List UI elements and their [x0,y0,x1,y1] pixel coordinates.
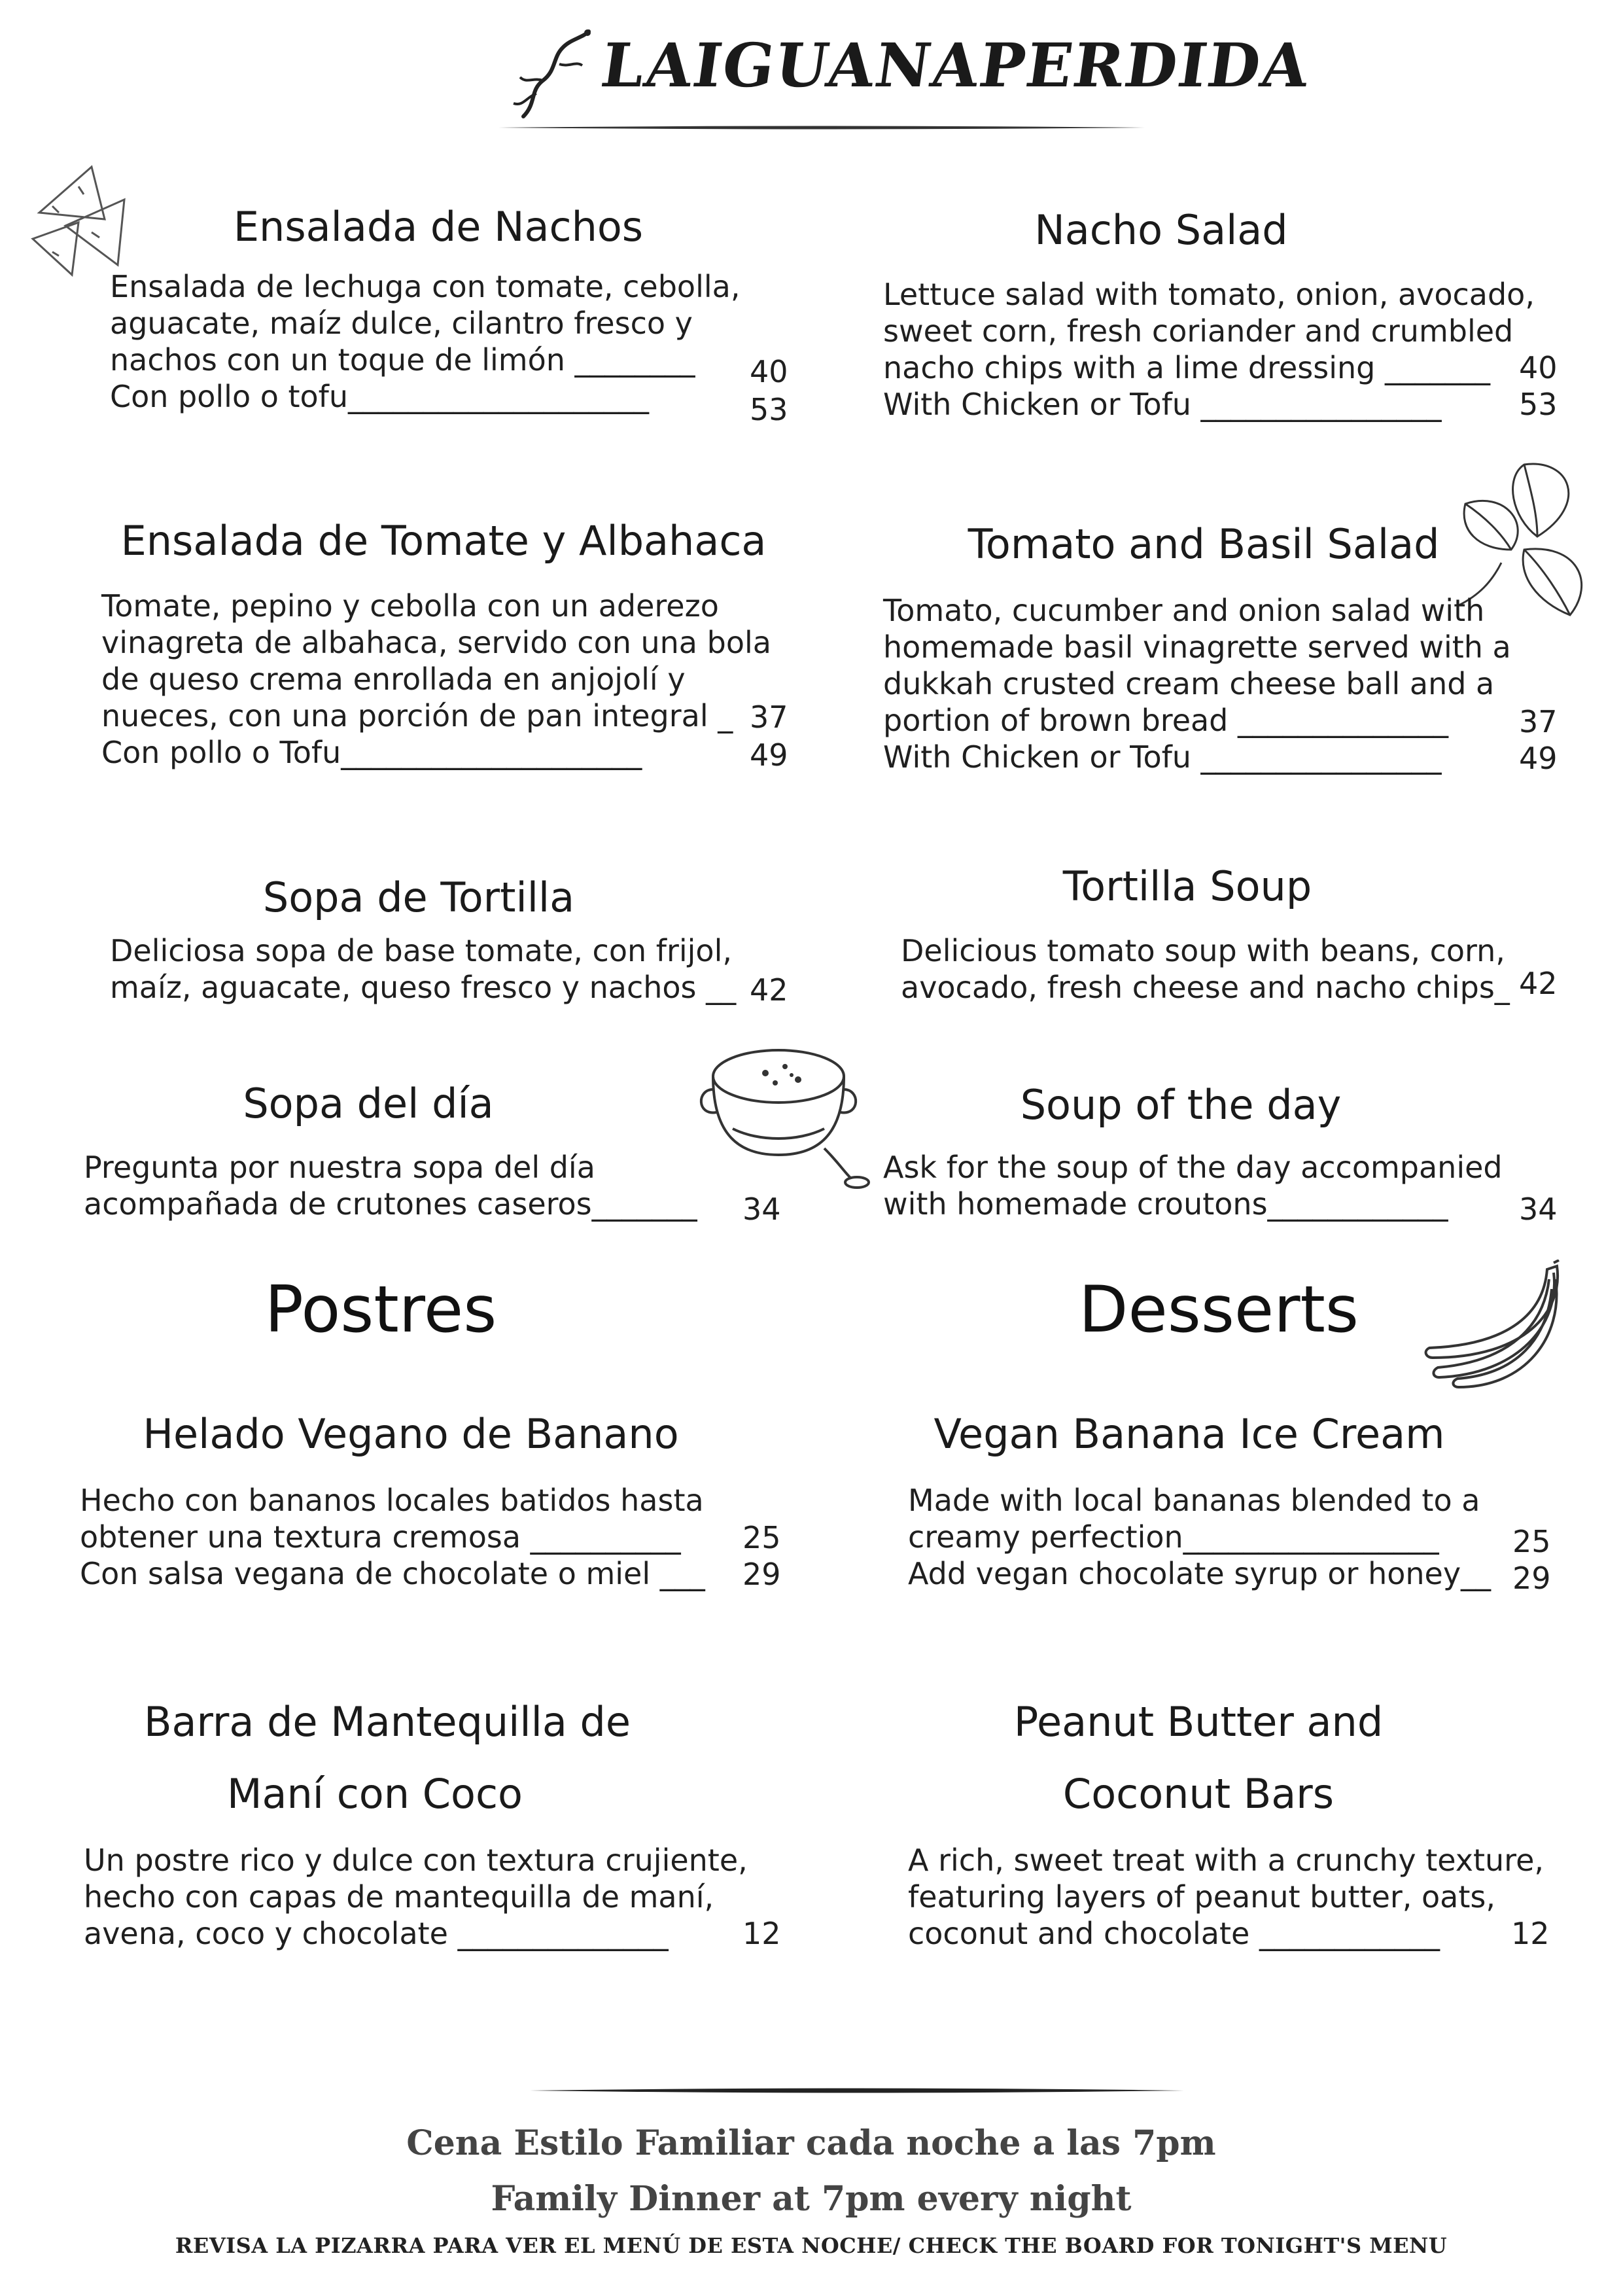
item-price: 29 [1512,1561,1551,1596]
description-line: With Chicken or Tofu ________________ [883,739,1442,775]
description-line: Lettuce salad with tomato, onion, avocado, [883,277,1535,312]
description-line: With Chicken or Tofu ________________ [883,387,1442,422]
description-line: homemade basil vinagrette served with a [883,629,1511,665]
description-line: Hecho con bananos locales batidos hasta [80,1483,704,1518]
item-price: 53 [1519,387,1558,422]
item-title: Sopa de Tortilla [262,874,575,921]
description-line: de queso crema enrollada en anjojolí y [101,662,686,697]
description-line: hecho con capas de mantequilla de maní, [84,1879,714,1915]
item-price: 40 [1519,350,1558,385]
item-title: Tomato and Basil Salad [968,520,1440,568]
bananas-illustration [1406,1260,1577,1390]
item-price: 42 [750,972,788,1008]
description-line: Pregunta por nuestra sopa del día [84,1150,595,1185]
item-title: Peanut Butter and [1013,1698,1384,1746]
item-title: Nacho Salad [1034,206,1288,254]
item-price: 25 [742,1520,781,1555]
description-line: portion of brown bread ______________ [883,703,1449,738]
description-line: dukkah crusted cream cheese ball and a [883,666,1495,701]
description-line: vinagreta de albahaca, servido con una bola [101,625,771,660]
item-description [80,1482,705,1592]
item-description [110,268,740,415]
restaurant-logo [484,25,1315,116]
description-line: avocado, fresh cheese and nacho chips_ [901,970,1510,1005]
description-line: featuring layers of peanut butter, oats, [908,1879,1495,1915]
section-title-desserts: Desserts [1079,1273,1359,1347]
item-title: Ensalada de Tomate y Albahaca [120,517,767,565]
item-description [883,276,1535,423]
item-description [883,592,1511,775]
description-line: A rich, sweet treat with a crunchy texture, [908,1843,1544,1878]
description-line: coconut and chocolate ____________ [908,1916,1440,1951]
item-price: 53 [750,392,788,427]
item-title: Tortilla Soup [1062,862,1312,910]
item-title: Helado Vegano de Banano [143,1410,679,1458]
family-dinner-es: Cena Estilo Familiar cada noche a las 7pm [406,2123,1216,2163]
description-line: Ask for the soup of the day accompanied [883,1150,1503,1185]
description-line: nueces, con una porción de pan integral _ [101,698,733,733]
item-price: 42 [1519,966,1558,1001]
description-line: Con salsa vegana de chocolate o miel ___ [80,1556,705,1591]
item-price: 40 [750,354,788,389]
restaurant-name: LAIGUANAPERDIDA [597,30,1315,101]
item-price: 49 [750,737,788,773]
description-line: with homemade croutons____________ [883,1186,1448,1222]
item-title: Barra de Mantequilla de [143,1698,631,1746]
top-divider [497,124,1145,131]
description-line: Tomato, cucumber and onion salad with [883,593,1485,628]
description-line: nacho chips with a lime dressing _______ [883,350,1490,385]
description-line: sweet corn, fresh coriander and crumbled [883,313,1514,349]
description-line: Tomate, pepino y cebolla con un aderezo [101,588,719,624]
item-price: 12 [742,1916,781,1951]
bottom-divider [530,2086,1184,2095]
description-line: Delicious tomato soup with beans, corn, [901,933,1505,968]
item-price: 37 [1519,704,1558,739]
item-description [101,588,771,771]
board-notice: REVISA LA PIZARRA PARA VER EL MENÚ DE ESTA NOCHE/ CHECK THE BOARD FOR TONIGHT'S MENU [175,2233,1448,2258]
nachos-illustration [26,160,137,278]
description-line: Add vegan chocolate syrup or honey__ [908,1556,1492,1591]
description-line: Made with local bananas blended to a [908,1483,1480,1518]
description-line: aguacate, maíz dulce, cilantro fresco y [110,306,693,341]
section-title-postres: Postres [264,1273,497,1347]
item-description [883,1149,1503,1222]
description-line: nachos con un toque de limón ________ [110,342,695,378]
item-title: Soup of the day [1020,1081,1342,1129]
item-description [901,932,1510,1006]
description-line: creamy perfection_________________ [908,1519,1439,1555]
description-line: Deliciosa sopa de base tomate, con frijol, [110,933,732,968]
item-title: Ensalada de Nachos [233,203,644,251]
description-line: Con pollo o tofu____________________ [110,379,650,414]
item-title: Sopa del día [243,1080,494,1127]
soup-bowl-illustration [693,1031,877,1194]
description-line: Ensalada de lechuga con tomate, cebolla, [110,269,741,304]
description-line: avena, coco y chocolate ______________ [84,1916,669,1951]
item-price: 12 [1511,1916,1550,1951]
item-price: 34 [742,1192,781,1227]
item-price: 37 [750,699,788,735]
description-line: maíz, aguacate, queso fresco y nachos __ [110,970,737,1005]
item-price: 29 [742,1557,781,1592]
description-line: obtener una textura cremosa __________ [80,1519,681,1555]
item-title: Vegan Banana Ice Cream [934,1410,1445,1458]
iguana-icon [497,25,602,123]
item-price: 25 [1512,1524,1551,1559]
item-description [908,1842,1544,1952]
item-description [110,932,736,1006]
item-title: Coconut Bars [1062,1770,1335,1818]
item-price: 49 [1519,741,1558,776]
item-description [84,1842,748,1952]
item-title: Maní con Coco [227,1770,523,1818]
description-line: acompañada de crutones caseros_______ [84,1186,697,1222]
item-description [84,1149,697,1222]
family-dinner-en: Family Dinner at 7pm every night [491,2179,1132,2219]
item-description [908,1482,1491,1592]
item-price: 34 [1519,1192,1558,1227]
description-line: Un postre rico y dulce con textura crujiente, [84,1843,748,1878]
description-line: Con pollo o Tofu____________________ [101,735,642,770]
